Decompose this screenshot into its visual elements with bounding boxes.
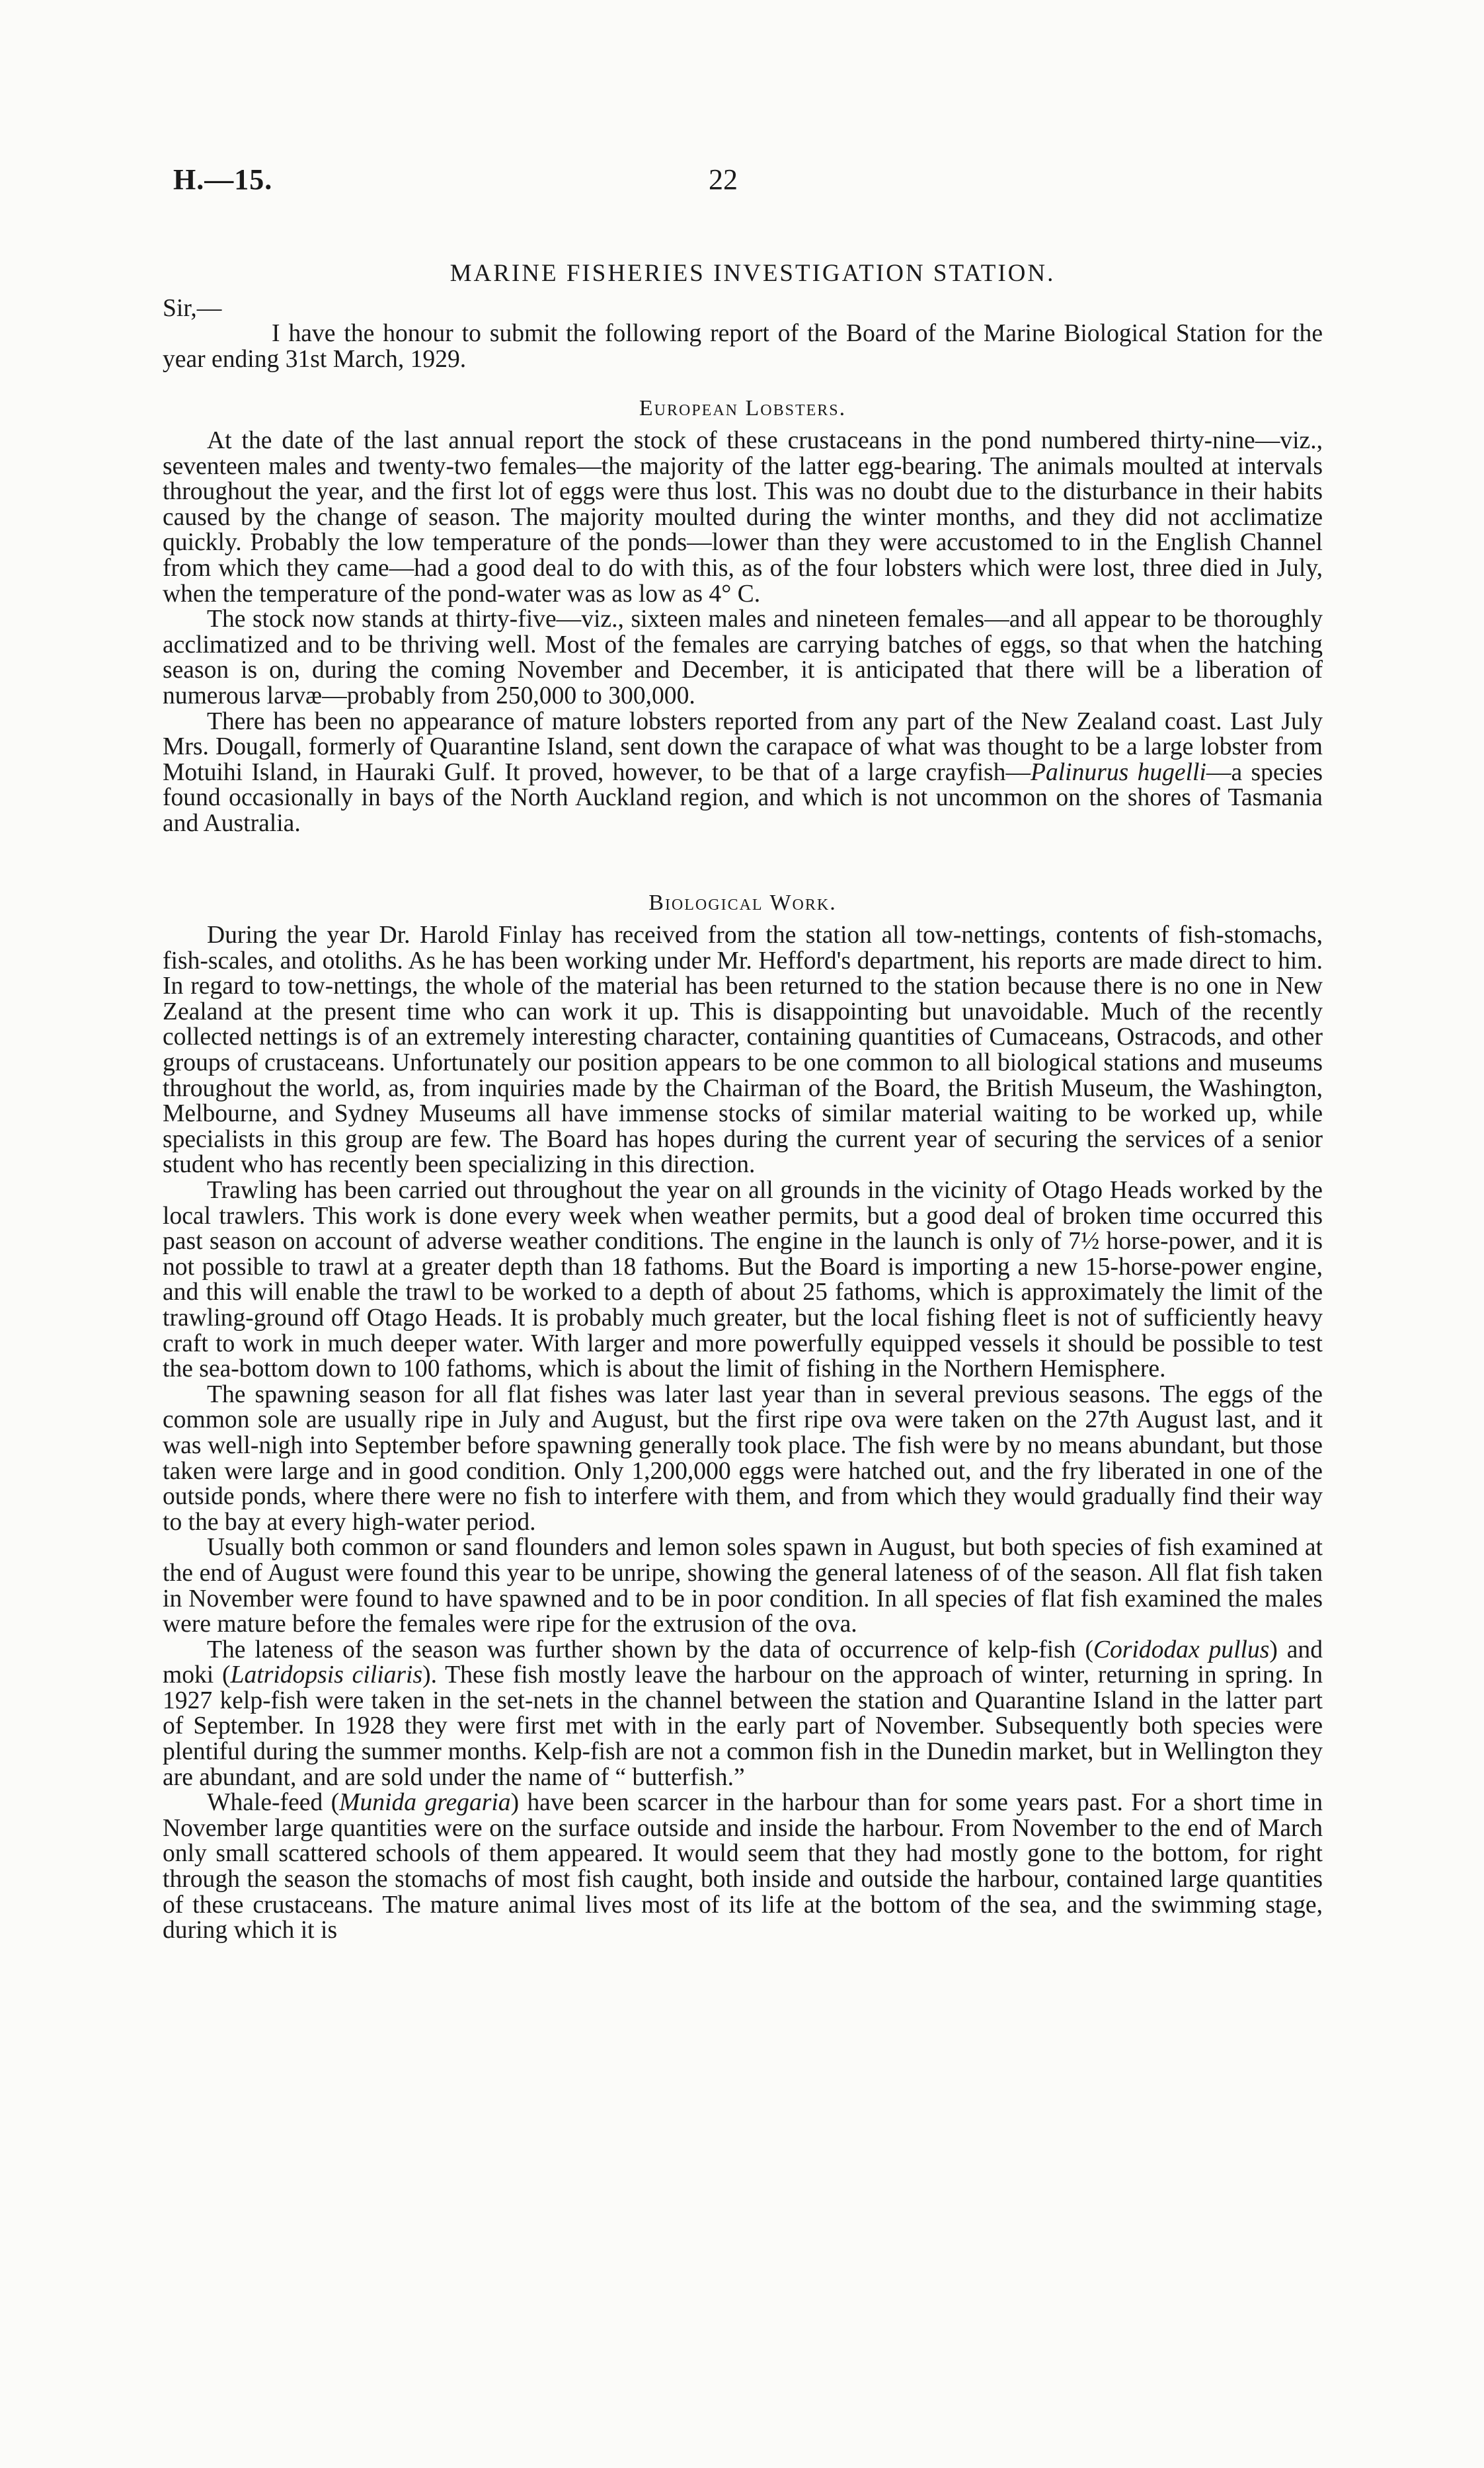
- paragraph: During the year Dr. Harold Finlay has received from the station all tow-nettings, contents of fish-stomachs, fish-scales, and otoliths. As he has been working under Mr. Hefford's department, his reports are made direct to him. In regard to tow-nettings, the whole of the material has been returned to the station because there is no one in New Zealand at the present time who can work it up. This is disappointing but unavoidable. Much of the recently collected nettings is of an extremely interesting character, containing quantities of Cumaceans, Ostracods, and other groups of crustaceans. Unfortunately our position appears to be one common to all biological stations and museums throughout the world, as, from inquiries made by the Chairman of the Board, the British Museum, the Washington, Melbourne, and Sydney Museums all have immense stocks of similar material waiting to be worked up, while specialists in this group are few. The Board has hopes during the current year of securing the services of a senior student who has recently been specializing in this direction.: [163, 922, 1323, 1179]
- species-name: Coridodax pullus: [1093, 1636, 1270, 1663]
- paragraph: Trawling has been carried out throughout the year on all grounds in the vicinity of Otago Heads worked by the local trawlers. This work is done every week when weather permits, but a good deal of broken time occurred this past season on account of adverse weather conditions. The engine in the launch is only of 7½ horse-power, and it is not possible to trawl at a greater depth than 18 fathoms. But the Board is importing a new 15-horse-power engine, and this will enable the trawl to be worked to a depth of about 25 fathoms, which is approximately the limit of the trawling-ground off Otago Heads. It is probably much greater, but the local fishing fleet is not of sufficiently heavy craft to work in much deeper water. With larger and more powerfully equipped vessels it should be possible to test the sea-bottom down to 100 fathoms, which is about the limit of fishing in the Northern Hemisphere.: [163, 1177, 1323, 1383]
- text-run: The lateness of the season was further shown by the data of occurrence of kelp-fish (: [207, 1636, 1093, 1663]
- salutation: Sir,—: [163, 294, 222, 322]
- paragraph: [163, 1790, 1323, 1944]
- section-heading-lobsters: European Lobsters.: [639, 396, 847, 421]
- section-heading-biological-work: Biological Work.: [648, 891, 837, 916]
- paragraph: Usually both common or sand flounders and lemon soles spawn in August, but both species of fish examined at the end of August were found this year to be unripe, showing the general lateness of of the season. All flat fish taken in November were found to have spawned and to be in poor condition. In all species of flat fish examined the males were mature before the females were ripe for the extrusion of the ova.: [163, 1534, 1323, 1638]
- intro-paragraph: I have the honour to submit the following report of the Board of the Marine Biological Station for the year ending 31st March, 1929.: [163, 320, 1323, 373]
- species-name: Palinurus hugelli: [1031, 758, 1206, 786]
- text-run: —a species found occasionally in bays of the North Auckland region, and which is not uncommon on the shores of Tasmania and Australia.: [163, 758, 1323, 837]
- paragraph: [163, 1638, 1323, 1791]
- species-name: Latridopsis ciliaris: [230, 1661, 423, 1689]
- paragraph: At the date of the last annual report the stock of these crustaceans in the pond numbered thirty-nine—viz., seventeen males and twenty-two females—the majority of the latter egg-bearing. The animals moulted at intervals throughout the year, and the first lot of eggs were thus lost. This was no doubt due to the disturbance in their habits caused by the change of season. The majority moulted during the winter months, and they did not acclimatize quickly. Probably the low temperature of the ponds—lower than they were accustomed to in the English Channel from which they came—had a good deal to do with this, as of the four lobsters which were lost, three died in July, when the temperature of the pond-water was as low as 4° C.: [163, 426, 1323, 608]
- report-body: [163, 261, 1323, 1944]
- text-run: ). These fish mostly leave the harbour on the approach of winter, returning in spring. In 1927 kelp-fish were taken in the set-nets in the channel between the station and Quarantine Island in the latter part of September. In 1928 they were first met with in the early part of November. Subsequently both species were plentiful during the summer months. Kelp-fish are not a common fish in the Dunedin market, but in Wellington they are abundant, and are sold under the name of “ butterfish.”: [163, 1661, 1323, 1791]
- page-number: 22: [709, 163, 738, 196]
- species-name: Munida gregaria: [339, 1789, 511, 1817]
- text-run: ) and moki (: [163, 1636, 1323, 1689]
- text-run: There has been no appearance of mature lobsters reported from any part of the New Zealand coast. Last July Mrs. Dougall, formerly of Quarantine Island, sent down the carapace of what was thought to be a large lobster from Motuihi Island, in Hauraki Gulf. It proved, however, to be that of a large crayfish—: [163, 707, 1323, 786]
- report-reference: H.—15.: [173, 163, 273, 196]
- text-run: ) have been scarcer in the harbour than for some years past. For a short time in November large quantities were on the surface outside and inside the harbour. From November to the end of March only small scattered schools of them appeared. It would seem that they had mostly gone to the bottom, for right through the season the stomachs of most fish caught, both inside and outside the harbour, contained large quantities of these crustaceans. The mature animal lives most of its life at the bottom of the sea, and the swimming stage, during which it is: [163, 1789, 1323, 1944]
- text-run: Whale-feed (: [207, 1789, 340, 1817]
- page-title: MARINE FISHERIES INVESTIGATION STATION.: [449, 260, 1056, 287]
- paragraph: The spawning season for all flat fishes was later last year than in several previous seasons. The eggs of the common sole are usually ripe in July and August, but the first ripe ova were taken on the 27th August last, and it was well-nigh into September before spawning generally took place. The fish were by no means abundant, but those taken were large and in good condition. Only 1,200,000 eggs were hatched out, and the fry liberated in one of the outside ponds, where there were no fish to interfere with them, and from which they would gradually find their way to the bay at every high-water period.: [163, 1380, 1323, 1536]
- paragraph: The stock now stands at thirty-five—viz., sixteen males and nineteen females—and all appear to be thoroughly acclimatized and to be thriving well. Most of the females are carrying batches of eggs, so that when the hatching season is on, during the coming November and December, it is anticipated that there will be a liberation of numerous larvæ—probably from 250,000 to 300,000.: [163, 606, 1323, 709]
- paragraph: [163, 709, 1323, 837]
